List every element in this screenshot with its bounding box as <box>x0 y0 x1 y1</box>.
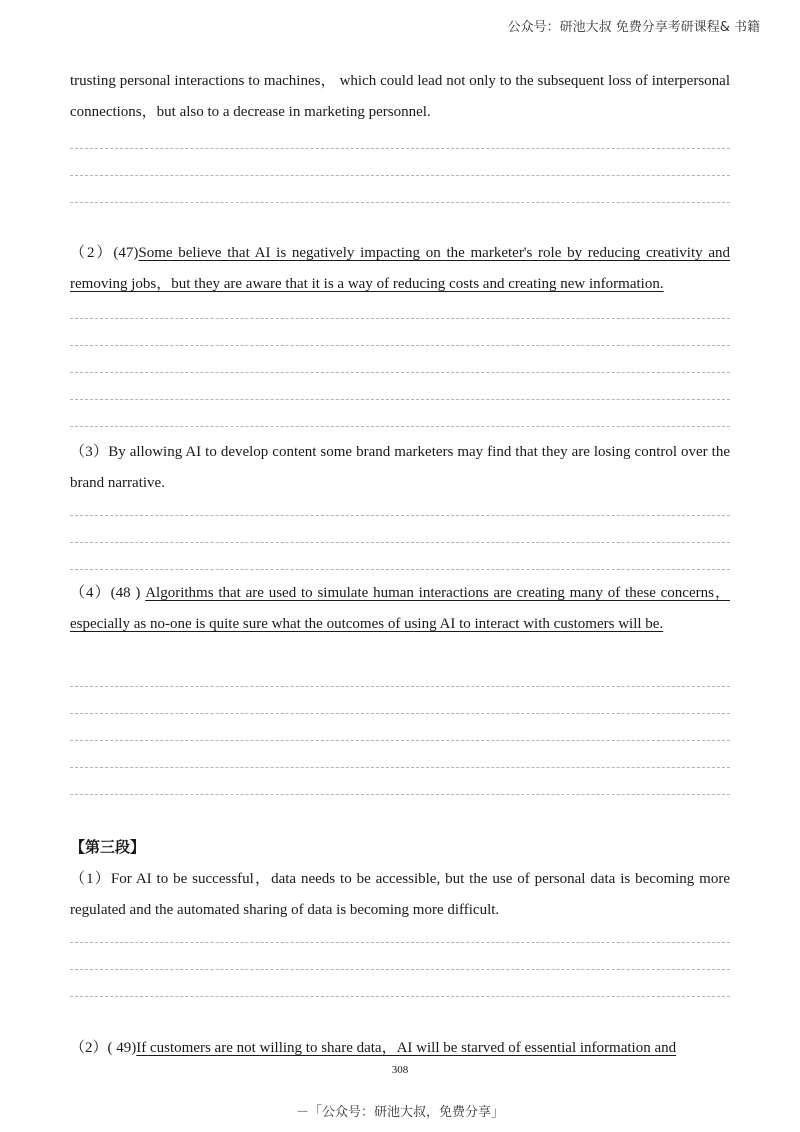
paragraph-2-49: （2）( 49)If customers are not willing to share data，AI will be starved of essential information and <box>70 1040 677 1056</box>
page-header: 公众号：研池大叔 免费分享考研课程& 书籍 <box>507 20 760 35</box>
answer-lines <box>70 148 730 229</box>
paragraph-1-section3: （1）For AI to be successful，data needs to be accessible, but the use of personal data is becoming more regulated and the automated sharing of data is becoming more difficult. <box>70 871 730 918</box>
page-footer: －「公众号：研池大叔，免费分享」 <box>295 1105 504 1120</box>
paragraph-2-47: （2）(47)Some believe that AI is negatively impacting on the marketer's role by reducing creativity and removing jobs，but they are aware that it is a way of reducing costs and creating new information. <box>70 245 730 292</box>
section-title: 【第三段】 <box>70 838 146 856</box>
answer-lines <box>70 318 730 453</box>
answer-lines <box>70 686 730 821</box>
paragraph-continued: trusting personal interactions to machines， which could lead not only to the subsequent loss of interpersonal connections，but also to a decrease in marketing personnel. <box>70 73 730 120</box>
answer-lines <box>70 942 730 1023</box>
translation-sentence-48: Algorithms that are used to simulate human interactions are creating many of these concerns， especially as no-one is quite sure what the outcomes of using AI to interact with customers will be. <box>70 585 730 632</box>
page-number: 308 <box>391 1064 409 1076</box>
paragraph-4-48: （4）(48 ) Algorithms that are used to simulate human interactions are creating many of these concerns， especially as no-one is quite sure what the outcomes of using AI to interact with customers will be. <box>70 585 730 632</box>
translation-sentence-47: Some believe that AI is negatively impacting on the marketer's role by reducing creativity and removing jobs，but they are aware that it is a way of reducing costs and creating new information. <box>70 245 730 292</box>
paragraph-3: （3）By allowing AI to develop content some brand marketers may find that they are losing control over the brand narrative. <box>70 444 730 491</box>
translation-sentence-49: If customers are not willing to share data，AI will be starved of essential information and <box>136 1040 677 1056</box>
